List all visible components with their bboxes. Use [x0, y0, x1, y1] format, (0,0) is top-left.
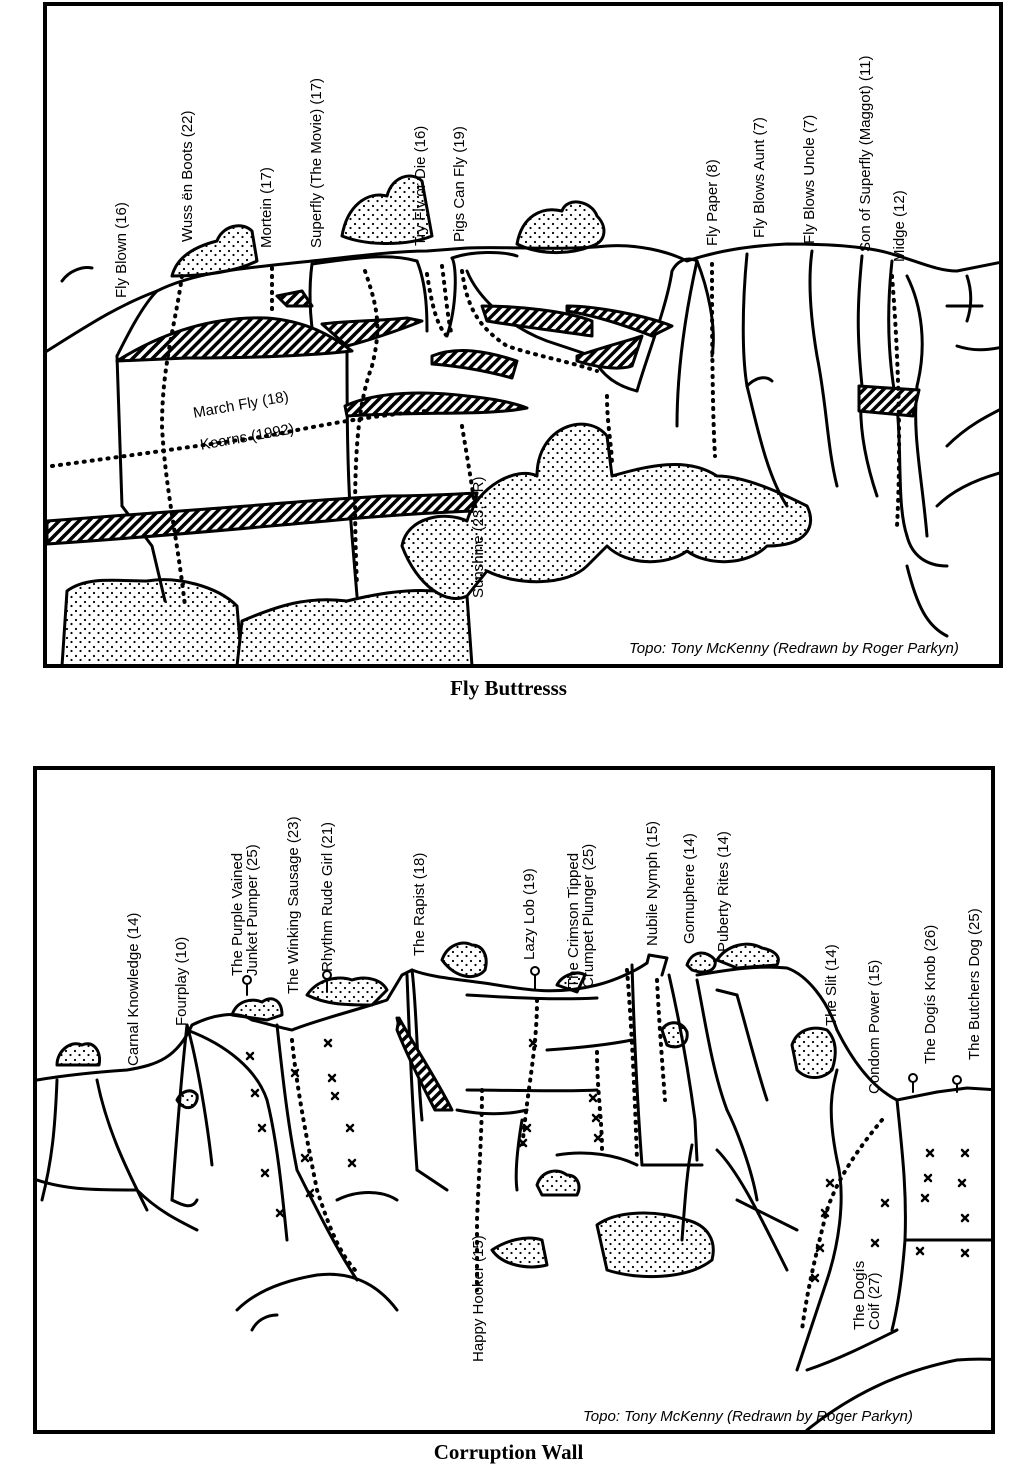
route-label-try-fly-or-die: Try Fly or Die (16) — [412, 125, 429, 246]
route-label-fly-blows-aunt: Fly Blows Aunt (7) — [751, 117, 768, 238]
route-label-wuss-en-boots: Wuss ën Boots (22) — [179, 110, 196, 242]
route-label-crimson-tipped — [566, 844, 596, 988]
route-label-nubile-nymph: Nubile Nymph (15) — [644, 820, 661, 946]
route-label-the-slit: The Slit (14) — [823, 944, 840, 1026]
fly-buttress-credit: Topo: Tony McKenny (Redrawn by Roger Parkyn) — [629, 640, 959, 657]
corruption-wall-caption: Corruption Wall — [433, 1440, 584, 1464]
route-label-superfly: Superfly (The Movie) (17) — [308, 77, 325, 248]
route-label-fourplay: Fourplay (10) — [173, 936, 190, 1026]
route-label-purple-vained-line1: The Purple Vained — [229, 852, 246, 976]
route-label-crimson-tipped-line1: The Crimson Tipped — [565, 852, 582, 988]
route-label-mortein: Mortein (17) — [258, 167, 275, 248]
corruption-wall-credit: Topo: Tony McKenny (Redrawn by Roger Parkyn) — [583, 1408, 913, 1425]
fly-buttress-topo — [43, 2, 1003, 668]
route-label-purple-vained-line2: Junket Pumper (25) — [244, 844, 261, 976]
route-label-dogs-coif-line2: Coif (27) — [866, 1272, 883, 1330]
corruption-wall-drawing — [37, 770, 995, 1434]
route-label-carnal-knowledge: Carnal Knowledge (14) — [125, 912, 142, 1066]
route-label-dogs-coif-line1: The Dogís — [851, 1260, 868, 1330]
route-label-dogs-coif — [852, 1261, 882, 1330]
corruption-wall-topo — [33, 766, 995, 1434]
route-label-lazy-lob: Lazy Lob (19) — [521, 868, 538, 960]
route-label-pigs-can-fly: Pigs Can Fly (19) — [451, 126, 468, 242]
route-label-fly-blown: Fly Blown (16) — [113, 202, 130, 298]
route-label-gornuphere: Gornuphere (14) — [681, 833, 698, 944]
route-label-winking-sausage: The Winking Sausage (23) — [285, 816, 302, 994]
route-label-crimson-tipped-line2: Crumpet Plunger (25) — [580, 843, 597, 988]
route-label-condom-power: Condom Power (15) — [866, 959, 883, 1094]
route-label-the-rapist: The Rapist (18) — [411, 852, 428, 956]
route-label-happy-hooker: Happy Hooker (15) — [470, 1235, 487, 1362]
route-label-son-of-superfly: Son of Superfly (Maggot) (11) — [857, 55, 874, 252]
route-label-butchers-dog: The Butchers Dog (25) — [966, 908, 983, 1060]
route-label-march-fly: March Fly (18) — [191, 388, 290, 422]
route-label-kearns: Kearns (1992) — [198, 420, 296, 454]
route-label-sunshine: Sunshine (23, TR) — [470, 476, 487, 598]
route-label-purple-vained — [230, 844, 260, 976]
route-label-fly-paper: Fly Paper (8) — [704, 159, 721, 246]
route-label-midge: Midge (12) — [891, 190, 908, 262]
route-label-dogs-knob: The Dogís Knob (26) — [922, 924, 939, 1064]
route-label-rhythm-rude-girl: Rhythm Rude Girl (21) — [319, 821, 336, 972]
fly-buttress-caption: Fly Buttresss — [450, 676, 567, 700]
route-label-fly-blows-uncle: Fly Blows Uncle (7) — [801, 114, 818, 244]
route-label-puberty-rites: Puberty Rites (14) — [715, 831, 732, 952]
